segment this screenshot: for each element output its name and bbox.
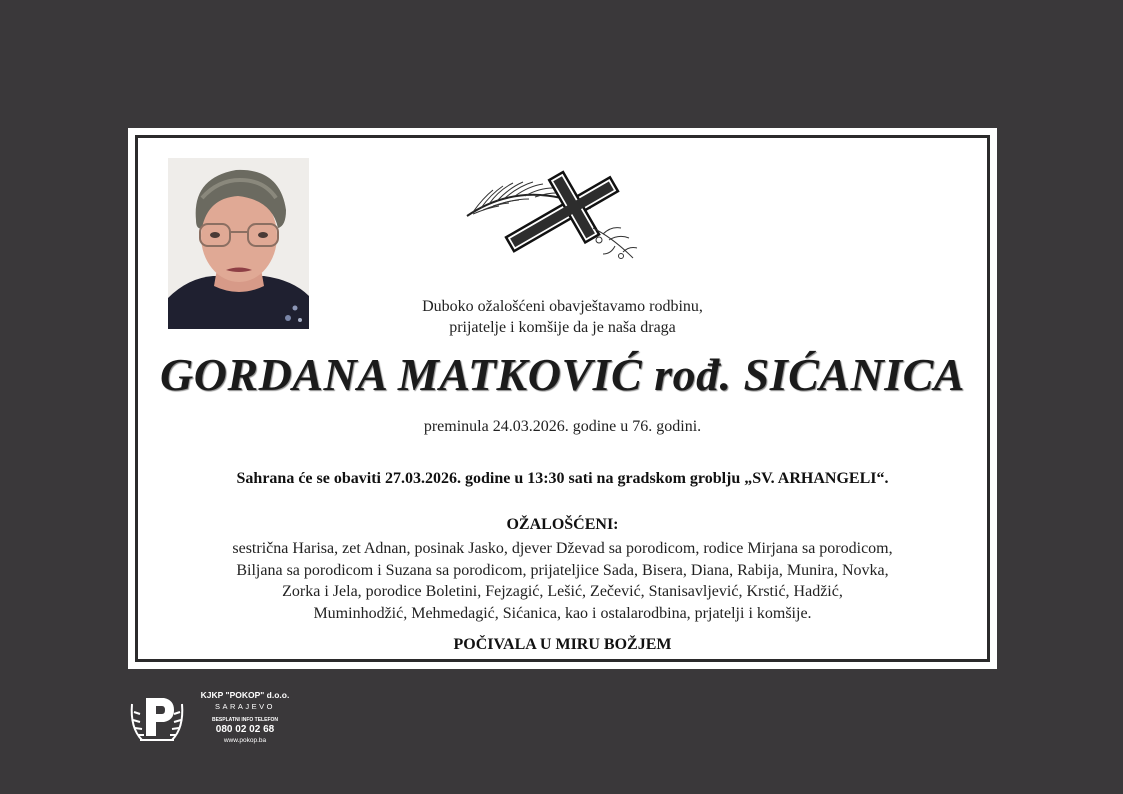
cross-palm-icon [463,168,643,263]
funeral-details: Sahrana će se obaviti 27.03.2026. godine u 13:30 sati na gradskom groblju „SV. ARHANGELI“. [236,470,889,487]
mourners-heading: OŽALOŠĆENI: [506,516,619,533]
info-phone-label: BESPLATNI INFO TELEFON [211,717,279,723]
obituary-notice [128,128,997,669]
mourners-list [158,538,967,624]
footer-info [190,690,300,745]
info-phone-number: 080 02 02 68 [215,724,275,735]
closing-line: POČIVALA U MIRU BOŽJEM [453,636,672,653]
intro-line-1: Duboko ožalošćeni obavještavamo rodbinu, [422,298,703,315]
mourners-line: Zorka i Jela, porodice Boletini, Fejzagić, Lešić, Zečević, Stanisavljević, Krstić, Hadžić, [282,583,843,600]
deceased-name: GORDANA MATKOVIĆ rođ. SIĆANICA [160,349,965,400]
mourners-line: Muminhodžić, Mehmedagić, Sićanica, kao i ostalarodbina, prjatelji i komšije. [313,604,812,622]
company-name: KJKP "POKOP" d.o.o. [200,690,290,700]
pokop-logo-icon [128,692,186,744]
mourners-line: sestrična Harisa, zet Adnan, posinak Jasko, djever Dževad sa porodicom, rodice Mirjana sa porodicom, [232,540,893,557]
company-website: www.pokop.ba [223,737,267,744]
intro-line-2: prijatelje i komšije da je naša draga [449,319,676,336]
death-date-line: preminula 24.03.2026. godine u 76. godini. [423,418,702,435]
company-city: SARAJEVO [214,702,275,711]
mourners-line: Biljana sa porodicom i Suzana sa porodicom, prijateljice Sada, Bisera, Diana, Rabija, Munira, Novka, [236,561,889,579]
